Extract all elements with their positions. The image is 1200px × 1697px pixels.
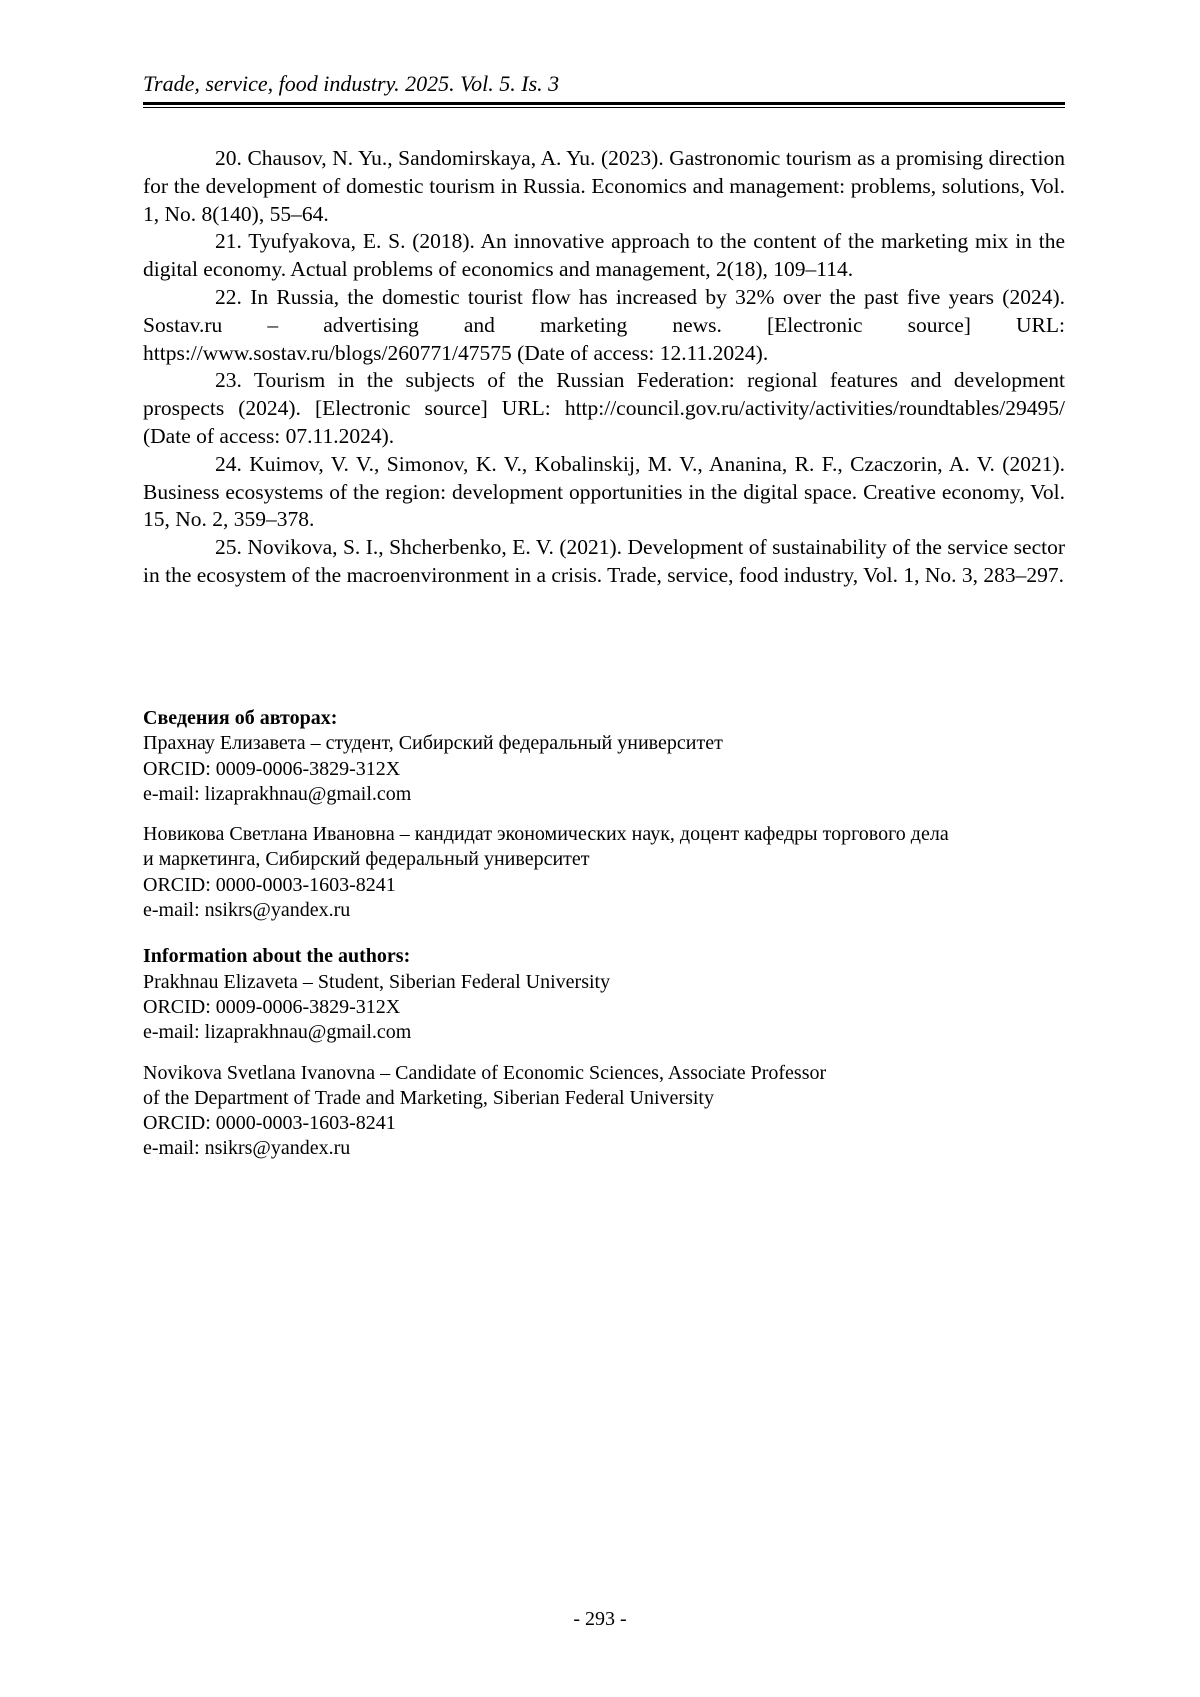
journal-title: Trade, service, food industry. 2025. Vol. 5. Is. 3 — [143, 70, 1065, 100]
author-line: и маркетинга, Сибирский федеральный университет — [143, 847, 1065, 872]
reference-list — [143, 145, 1065, 590]
reference-number: 22. — [215, 285, 242, 309]
author-entry-ru — [143, 822, 1065, 923]
reference-item — [143, 534, 1065, 590]
reference-number: 23. — [215, 368, 242, 392]
reference-item — [143, 284, 1065, 367]
reference-item — [143, 367, 1065, 450]
author-line: Prakhnau Elizaveta – Student, Siberian Federal University — [143, 970, 1065, 995]
reference-text: Novikova, S. I., Shcherbenko, E. V. (2021). Development of sustainability of the service sector in the ecosystem of the macroenvironment in a crisis. Trade, service, food industry, Vol. 1, No. 3, 283–297. — [143, 535, 1065, 587]
reference-number: 20. — [215, 146, 242, 170]
author-entry-en — [143, 1061, 1065, 1162]
reference-text: Tourism in the subjects of the Russian Federation: regional features and development prospects (2024). [Electronic source] URL: http://council.gov.ru/activity/activities/roundtables/29495/ (Date of access: 07.11.2024). — [143, 368, 1065, 448]
author-orcid: ORCID: 0000-0003-1603-8241 — [143, 1111, 1065, 1136]
reference-text: Kuimov, V. V., Simonov, K. V., Kobalinskij, M. V., Ananina, R. F., Czaczorin, A. V. (2021). Business ecosystems of the region: development opportunities in the digital space. Creative economy, Vol. 15, No. 2, 359–378. — [143, 452, 1065, 532]
author-email: e-mail: lizaprakhnau@gmail.com — [143, 1020, 1065, 1045]
spacer — [143, 807, 1065, 822]
authors-heading-en: Information about the authors: — [143, 944, 1065, 969]
header-rule-thin — [143, 107, 1065, 108]
author-entry-ru — [143, 731, 1065, 807]
author-line: Прахнау Елизавета – студент, Сибирский федеральный университет — [143, 731, 1065, 756]
page-number: - 293 - — [0, 1608, 1200, 1631]
author-line: Novikova Svetlana Ivanovna – Candidate of Economic Sciences, Associate Professor — [143, 1061, 1065, 1086]
authors-heading-ru: Сведения об авторах: — [143, 706, 1065, 731]
author-line: Новикова Светлана Ивановна – кандидат экономических наук, доцент кафедры торгового дела — [143, 822, 1065, 847]
reference-text: In Russia, the domestic tourist flow has increased by 32% over the past five years (2024). Sostav.ru – advertising and marketing news. [Electronic source] URL: https://www.sostav.ru/blogs/260771/47575 (Date of access: 12.11.2024). — [143, 285, 1065, 365]
running-header — [143, 70, 1065, 108]
author-information — [143, 706, 1065, 1162]
spacer — [143, 923, 1065, 944]
author-email: e-mail: nsikrs@yandex.ru — [143, 1136, 1065, 1161]
reference-item — [143, 228, 1065, 284]
author-entry-en — [143, 970, 1065, 1046]
author-email: e-mail: lizaprakhnau@gmail.com — [143, 782, 1065, 807]
author-orcid: ORCID: 0009-0006-3829-312X — [143, 995, 1065, 1020]
spacer — [143, 1046, 1065, 1061]
author-orcid: ORCID: 0009-0006-3829-312X — [143, 757, 1065, 782]
reference-text: Chausov, N. Yu., Sandomirskaya, A. Yu. (2023). Gastronomic tourism as a promising direction for the development of domestic tourism in Russia. Economics and management: problems, solutions, Vol. 1, No. 8(140), 55–64. — [143, 146, 1065, 226]
reference-text: Tyufyakova, E. S. (2018). An innovative approach to the content of the marketing mix in the digital economy. Actual problems of economics and management, 2(18), 109–114. — [143, 229, 1065, 281]
reference-number: 25. — [215, 535, 242, 559]
reference-item — [143, 145, 1065, 228]
author-email: e-mail: nsikrs@yandex.ru — [143, 898, 1065, 923]
reference-item — [143, 451, 1065, 534]
header-rule-thick — [143, 102, 1065, 105]
author-line: of the Department of Trade and Marketing, Siberian Federal University — [143, 1086, 1065, 1111]
reference-number: 21. — [215, 229, 242, 253]
author-orcid: ORCID: 0000-0003-1603-8241 — [143, 873, 1065, 898]
reference-number: 24. — [215, 452, 242, 476]
